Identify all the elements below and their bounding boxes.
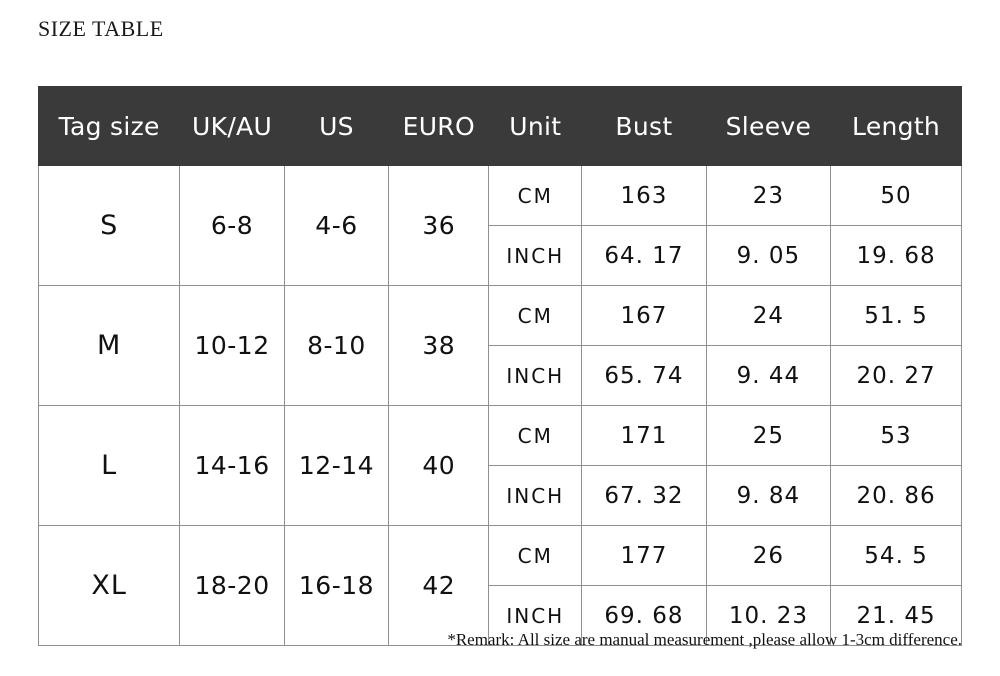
size-table-container <box>38 86 962 646</box>
table-row <box>39 166 962 226</box>
cell-tag-size: XL <box>39 526 180 646</box>
cell-euro: 36 <box>389 166 489 286</box>
cell-bust: 65. 74 <box>582 346 706 406</box>
column-header-sleeve: Sleeve <box>706 87 830 166</box>
cell-sleeve: 24 <box>706 286 830 346</box>
cell-tag-size: M <box>39 286 180 406</box>
cell-unit: CM <box>489 286 582 346</box>
cell-sleeve: 25 <box>706 406 830 466</box>
table-row <box>39 406 962 466</box>
cell-unit: CM <box>489 406 582 466</box>
remark-text: *Remark: All size are manual measurement ,please allow 1-3cm difference. <box>447 630 962 649</box>
cell-length: 54. 5 <box>831 526 962 586</box>
page-title: SIZE TABLE <box>38 16 164 41</box>
cell-unit: CM <box>489 166 582 226</box>
cell-euro: 40 <box>389 406 489 526</box>
header-row <box>39 87 962 166</box>
cell-unit: INCH <box>489 226 582 286</box>
column-header-euro: EURO <box>389 87 489 166</box>
table-body <box>39 166 962 646</box>
cell-length: 20. 86 <box>831 466 962 526</box>
cell-unit: INCH <box>489 346 582 406</box>
cell-length: 51. 5 <box>831 286 962 346</box>
cell-length: 50 <box>831 166 962 226</box>
cell-sleeve: 10. 23 <box>706 586 830 646</box>
cell-euro: 42 <box>389 526 489 646</box>
cell-us: 8-10 <box>284 286 388 406</box>
cell-uk-au: 14-16 <box>180 406 284 526</box>
cell-sleeve: 9. 84 <box>706 466 830 526</box>
cell-unit: INCH <box>489 586 582 646</box>
cell-uk-au: 10-12 <box>180 286 284 406</box>
cell-bust: 67. 32 <box>582 466 706 526</box>
cell-euro: 38 <box>389 286 489 406</box>
table-row <box>39 526 962 586</box>
cell-bust: 171 <box>582 406 706 466</box>
cell-sleeve: 23 <box>706 166 830 226</box>
cell-bust: 163 <box>582 166 706 226</box>
cell-bust: 177 <box>582 526 706 586</box>
cell-length: 19. 68 <box>831 226 962 286</box>
table-row <box>39 286 962 346</box>
column-header-uk-au: UK/AU <box>180 87 284 166</box>
cell-bust: 64. 17 <box>582 226 706 286</box>
cell-sleeve: 9. 05 <box>706 226 830 286</box>
table-header <box>39 87 962 166</box>
column-header-us: US <box>284 87 388 166</box>
cell-tag-size: L <box>39 406 180 526</box>
cell-length: 53 <box>831 406 962 466</box>
cell-unit: CM <box>489 526 582 586</box>
cell-length: 21. 45 <box>831 586 962 646</box>
column-header-bust: Bust <box>582 87 706 166</box>
size-table <box>38 86 962 646</box>
column-header-length: Length <box>831 87 962 166</box>
cell-us: 12-14 <box>284 406 388 526</box>
cell-uk-au: 18-20 <box>180 526 284 646</box>
cell-bust: 69. 68 <box>582 586 706 646</box>
cell-us: 16-18 <box>284 526 388 646</box>
cell-length: 20. 27 <box>831 346 962 406</box>
column-header-unit: Unit <box>489 87 582 166</box>
cell-sleeve: 9. 44 <box>706 346 830 406</box>
cell-tag-size: S <box>39 166 180 286</box>
cell-bust: 167 <box>582 286 706 346</box>
cell-us: 4-6 <box>284 166 388 286</box>
cell-unit: INCH <box>489 466 582 526</box>
cell-sleeve: 26 <box>706 526 830 586</box>
cell-uk-au: 6-8 <box>180 166 284 286</box>
column-header-tag-size: Tag size <box>39 87 180 166</box>
